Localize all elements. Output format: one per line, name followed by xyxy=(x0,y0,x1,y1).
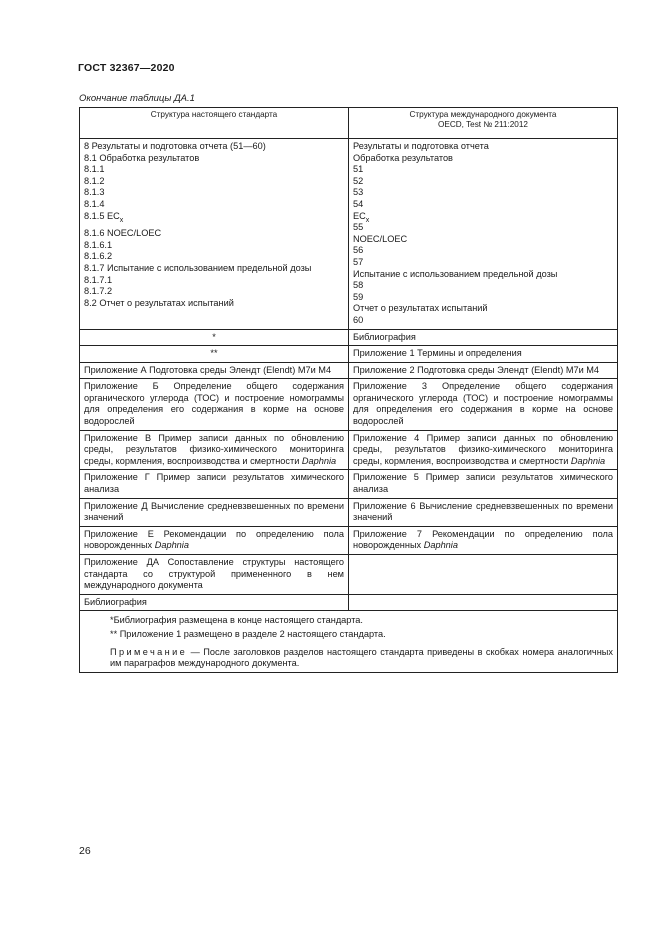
cell-text: Приложение 7 Рекомендации по определению пола новорожденных xyxy=(353,528,613,551)
list-item: 8.1.6 NOEC/LOEC xyxy=(84,228,162,239)
table-row xyxy=(80,555,618,595)
cell-right: Приложение 6 Вычисление средневзвешенных по времени значений xyxy=(349,498,618,526)
cell-right xyxy=(349,430,618,470)
cell-left: Библиография xyxy=(80,594,349,611)
table-notes-row xyxy=(80,611,618,672)
list-item xyxy=(353,211,613,223)
table-row xyxy=(80,526,618,554)
remark-label: Примечание xyxy=(110,646,188,657)
cell-text: Приложение Е Рекомендации по определению пола новорожденных xyxy=(84,528,344,551)
table-row-section8 xyxy=(80,139,618,330)
remark-text: — После заголовков разделов настоящего стандарта приведены в скобках номера аналогичных им параграфов международного документа. xyxy=(110,646,613,669)
table-row xyxy=(80,498,618,526)
list-item: 54 xyxy=(353,198,364,209)
cell-left xyxy=(80,526,349,554)
cell-left: * xyxy=(80,329,349,346)
cell-right: Библиография xyxy=(349,329,618,346)
list-item: 8.1.7.2 xyxy=(84,286,113,297)
table-notes xyxy=(80,611,618,672)
section8-left xyxy=(80,139,349,330)
cell-left xyxy=(80,430,349,470)
cell-left: Приложение А Подготовка среды Элендт (Elendt) M7и M4 xyxy=(80,362,349,379)
header-right-line1: Структура международного документа xyxy=(409,110,557,119)
list-item: NOEC/LOEC xyxy=(353,233,408,244)
list-item: 52 xyxy=(353,175,364,186)
ecx-label: EC xyxy=(353,210,366,221)
species-name: Daphnia xyxy=(570,455,606,466)
table-remark xyxy=(84,647,613,670)
list-item: 57 xyxy=(353,256,364,267)
header-left: Структура настоящего стандарта xyxy=(80,108,349,139)
list-item: 8 Результаты и подготовка отчета (51—60) xyxy=(84,141,266,151)
page-number: 26 xyxy=(79,845,91,857)
list-item: Результаты и подготовка отчета xyxy=(353,141,489,151)
table-row xyxy=(80,362,618,379)
cell-text: Приложение В Пример записи данных по обновлению среды, результатов физико-химического мониторинга среды, кормления, воспроизводства и смертности xyxy=(84,432,344,466)
cell-right xyxy=(349,526,618,554)
header-right xyxy=(349,108,618,139)
list-item: 8.1.7.1 xyxy=(84,274,113,285)
list-item: 8.1.2 xyxy=(84,175,105,186)
list-item: 58 xyxy=(353,280,364,291)
cell-left: Приложение Д Вычисление средневзвешенных по времени значений xyxy=(80,498,349,526)
list-item: 8.1.6.1 xyxy=(84,239,113,250)
list-item: Испытание с использованием предельной дозы xyxy=(353,268,558,279)
table-row xyxy=(80,594,618,611)
ecx-label: 8.1.5 EC xyxy=(84,210,120,221)
table-row xyxy=(80,346,618,363)
list-item: 8.1.7 Испытание с использованием предельной дозы xyxy=(84,262,312,273)
list-item: 56 xyxy=(353,245,364,256)
list-item: 53 xyxy=(353,187,364,198)
list-item: 60 xyxy=(353,314,364,325)
ecx-subscript: x xyxy=(365,216,370,224)
species-name: Daphnia xyxy=(301,455,337,466)
list-item xyxy=(84,211,344,223)
footnote-appendix1: ** Приложение 1 размещено в разделе 2 настоящего стандарта. xyxy=(110,628,386,639)
cell-right: Приложение 2 Подготовка среды Элендт (Elendt) M7и M4 xyxy=(349,362,618,379)
ecx-subscript: x xyxy=(119,216,124,224)
section8-right xyxy=(349,139,618,330)
document-header: ГОСТ 32367—2020 xyxy=(78,62,175,74)
list-item: 55 xyxy=(353,222,364,233)
list-item: 8.1 Обработка результатов xyxy=(84,152,200,163)
table-row xyxy=(80,430,618,470)
list-item: 51 xyxy=(353,164,364,175)
species-name: Daphnia xyxy=(154,540,189,551)
cell-right: Приложение 5 Пример записи результатов химического анализа xyxy=(349,470,618,498)
table-row xyxy=(80,329,618,346)
species-name: Daphnia xyxy=(423,540,458,551)
comparison-table xyxy=(79,107,618,673)
cell-left: ** xyxy=(80,346,349,363)
header-right-line2: OECD, Test № 211:2012 xyxy=(438,120,528,129)
cell-text: Приложение 4 Пример записи данных по обновлению среды, результатов физико-химического мониторинга среды, кормления, воспроизводства и смертности xyxy=(353,432,613,466)
list-item: 8.1.6.2 xyxy=(84,251,113,262)
table-caption: Окончание таблицы ДА.1 xyxy=(79,93,195,104)
cell-right: Приложение 1 Термины и определения xyxy=(349,346,618,363)
list-item: 8.2 Отчет о результатах испытаний xyxy=(84,297,234,308)
list-item: 8.1.3 xyxy=(84,187,105,198)
cell-left: Приложение Б Определение общего содержания органического углерода (ТОС) и построение номограммы для определения его содержания в корме на основе водорослей xyxy=(80,379,349,430)
list-item: 8.1.4 xyxy=(84,198,105,209)
list-item: Обработка результатов xyxy=(353,152,453,163)
list-item: 59 xyxy=(353,291,364,302)
cell-right: Приложение 3 Определение общего содержания органического углерода (ТОС) и построение номограммы для определения его содержания в корме на основе водорослей xyxy=(349,379,618,430)
list-item: 8.1.1 xyxy=(84,164,105,175)
table-header-row xyxy=(80,108,618,139)
footnote-bibliography: *Библиография размещена в конце настоящего стандарта. xyxy=(110,615,363,626)
list-item: Отчет о результатах испытаний xyxy=(353,303,488,314)
cell-left: Приложение ДА Сопоставление структуры настоящего стандарта со структурой примененного в нем международного документа xyxy=(80,555,349,595)
cell-left: Приложение Г Пример записи результатов химического анализа xyxy=(80,470,349,498)
table-row xyxy=(80,379,618,430)
table-row xyxy=(80,470,618,498)
cell-right xyxy=(349,555,618,595)
cell-right xyxy=(349,594,618,611)
